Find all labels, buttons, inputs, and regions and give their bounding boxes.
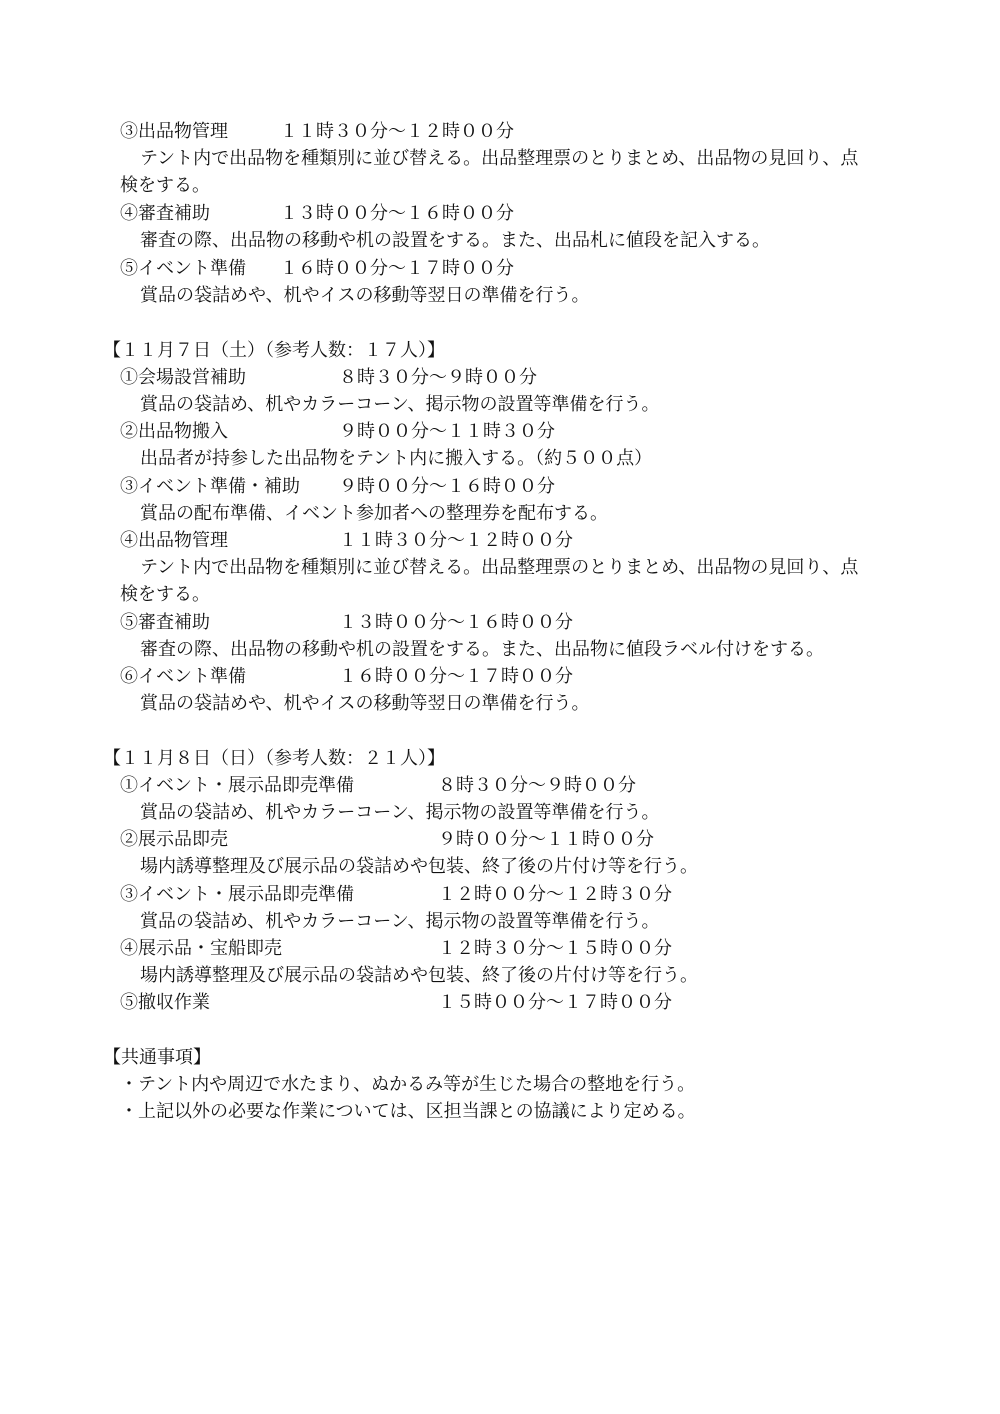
task-label: ③出品物管理 [120,121,228,142]
task-label: ④出品物管理 [120,530,228,551]
section-heading-nov7: 【１１月７日（土）（参考人数：１７人）】 [103,340,445,361]
task-item [120,418,555,445]
task-description: 賞品の袋詰め、机やカラーコーン、掲示物の設置等準備を行う。 [140,394,660,415]
task-time: １３時００分～１６時００分 [280,203,514,224]
task-time: ９時００分～１１時００分 [438,829,654,850]
task-label: ③イベント準備・補助 [120,476,300,497]
task-description: 場内誘導整理及び展示品の袋詰めや包装、終了後の片付け等を行う。 [140,965,698,986]
task-item [120,772,636,799]
task-item [120,989,672,1016]
task-time: ８時３０分～９時００分 [438,775,636,796]
task-item [120,935,672,962]
task-description: 審査の際、出品物の移動や机の設置をする。また、出品物に値段ラベル付けをする。 [140,639,824,660]
task-description: 検をする。 [120,584,210,605]
task-label: ⑥イベント準備 [120,666,246,687]
section-heading-common: 【共通事項】 [103,1047,211,1068]
task-description: 検をする。 [120,175,210,196]
task-time: １３時００分～１６時００分 [339,612,573,633]
task-description: 審査の際、出品物の移動や机の設置をする。また、出品札に値段を記入する。 [140,230,770,251]
task-item [120,118,514,145]
task-item [120,364,537,391]
task-time: １１時３０分～１２時００分 [280,121,514,142]
section-heading-nov8: 【１１月８日（日）（参考人数：２１人）】 [103,748,445,769]
task-label: ④審査補助 [120,203,210,224]
task-label: ⑤審査補助 [120,612,210,633]
task-label: ①イベント・展示品即売準備 [120,775,354,796]
task-time: ９時００分～１６時００分 [339,476,555,497]
task-time: １５時００分～１７時００分 [438,992,672,1013]
task-time: １２時００分～１２時３０分 [438,884,672,905]
common-bullet: ・テント内や周辺で水たまり、ぬかるみ等が生じた場合の整地を行う。 [120,1074,696,1095]
task-time: １１時３０分～１２時００分 [339,530,573,551]
task-time: １２時３０分～１５時００分 [438,938,672,959]
task-time: ９時００分～１１時３０分 [339,421,555,442]
task-label: ③イベント・展示品即売準備 [120,884,354,905]
task-label: ②展示品即売 [120,829,228,850]
task-label: ④展示品・宝船即売 [120,938,282,959]
task-item [120,663,573,690]
task-label: ⑤イベント準備 [120,258,246,279]
task-item [120,527,573,554]
task-item [120,881,672,908]
task-label: ⑤撤収作業 [120,992,210,1013]
task-item [120,826,654,853]
task-description: 出品者が持参した出品物をテント内に搬入する。（約５００点） [140,448,653,469]
task-description: 賞品の袋詰め、机やカラーコーン、掲示物の設置等準備を行う。 [140,802,660,823]
task-item [120,255,514,282]
task-label: ①会場設営補助 [120,367,246,388]
task-description: 場内誘導整理及び展示品の袋詰めや包装、終了後の片付け等を行う。 [140,856,698,877]
task-description: 賞品の袋詰めや、机やイスの移動等翌日の準備を行う。 [140,285,590,306]
task-item [120,200,514,227]
task-time: １６時００分～１７時００分 [280,258,514,279]
task-description: テント内で出品物を種類別に並び替える。出品整理票のとりまとめ、出品物の見回り、点 [140,557,859,578]
task-description: 賞品の配布準備、イベント参加者への整理券を配布する。 [140,503,608,524]
task-item [120,473,555,500]
task-item [120,609,573,636]
task-description: 賞品の袋詰め、机やカラーコーン、掲示物の設置等準備を行う。 [140,911,660,932]
task-description: 賞品の袋詰めや、机やイスの移動等翌日の準備を行う。 [140,693,590,714]
task-description: テント内で出品物を種類別に並び替える。出品整理票のとりまとめ、出品物の見回り、点 [140,148,859,169]
task-time: ８時３０分～９時００分 [339,367,537,388]
task-label: ②出品物搬入 [120,421,228,442]
common-bullet: ・上記以外の必要な作業については、区担当課との協議により定める。 [120,1101,696,1122]
task-time: １６時００分～１７時００分 [339,666,573,687]
